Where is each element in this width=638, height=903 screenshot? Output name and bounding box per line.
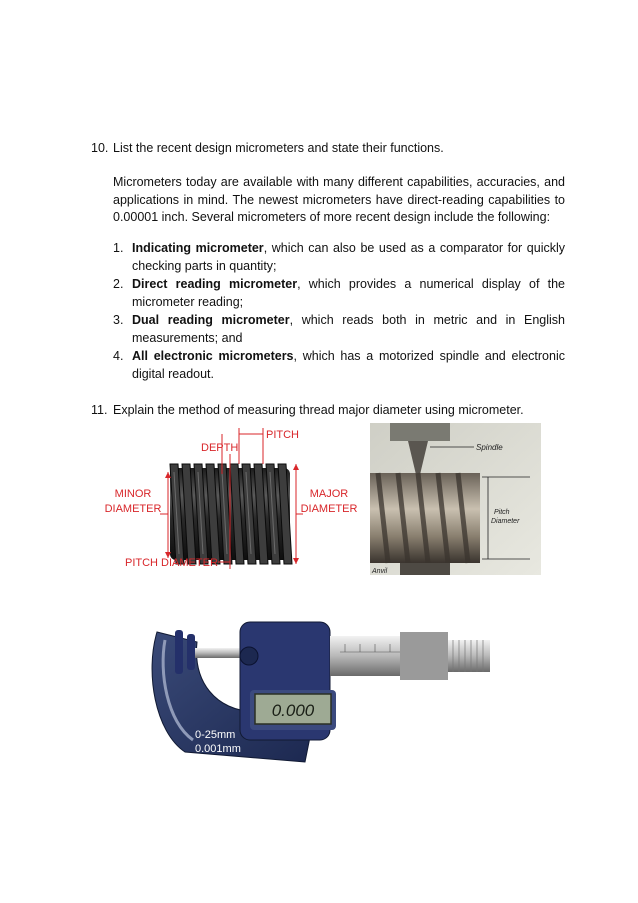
intro-paragraph: Micrometers today are available with many different capabilities, accuracies, and applications in mind. The newest micrometers have direct-reading capabilities to 0.00001 inch. Several micrometers of more recent design include the following: <box>113 175 565 224</box>
depth-label: DEPTH <box>201 442 239 454</box>
thread-diagram <box>100 424 362 574</box>
pitch-label-photo: Pitch <box>494 509 510 516</box>
question-text: Explain the method of measuring thread major diameter using micrometer. <box>113 403 524 417</box>
pitch-diameter-label: PITCH DIAMETER <box>125 557 218 569</box>
threaded-rod <box>170 464 292 564</box>
lcd-reading: 0.000 <box>271 701 315 720</box>
screw-thread <box>370 473 480 563</box>
minor-label: MINOR <box>114 488 152 500</box>
digital-micrometer-image <box>145 612 503 777</box>
anvil-label: Anvil <box>372 568 388 575</box>
anvil <box>400 563 450 575</box>
list-item: 4. All electronic micrometers, which has a motorized spindle and electronic digital readout. <box>113 349 565 381</box>
list-item: 3. Dual reading micrometer, which reads both in metric and in English measurements; and <box>113 313 566 345</box>
ratchet <box>448 640 490 672</box>
minor-label-2: DIAMETER <box>104 503 162 515</box>
question-10 <box>91 140 444 157</box>
list-item: 1. Indicating micrometer, which can also be used as a comparator for quickly checking parts in quantity; <box>113 241 565 273</box>
question-text: List the recent design micrometers and state their functions. <box>113 141 444 155</box>
question-11 <box>91 402 524 419</box>
question-number: 11. <box>91 403 108 417</box>
list-item: 2. Direct reading micrometer, which provides a numerical display of the micrometer reading; <box>113 277 566 309</box>
micrometer-list <box>113 240 565 384</box>
thread-measurement-photo <box>370 423 541 575</box>
resolution-label: 0.001mm <box>195 743 241 755</box>
pitch-label: PITCH <box>266 429 299 441</box>
question-number: 10. <box>91 141 109 155</box>
spindle-label: Spindle <box>476 443 503 452</box>
major-label-2: DIAMETER <box>300 503 358 515</box>
major-label: MAJOR <box>309 488 349 500</box>
range-label: 0-25mm <box>195 729 236 741</box>
diameter-label-photo: Diameter <box>491 518 520 525</box>
